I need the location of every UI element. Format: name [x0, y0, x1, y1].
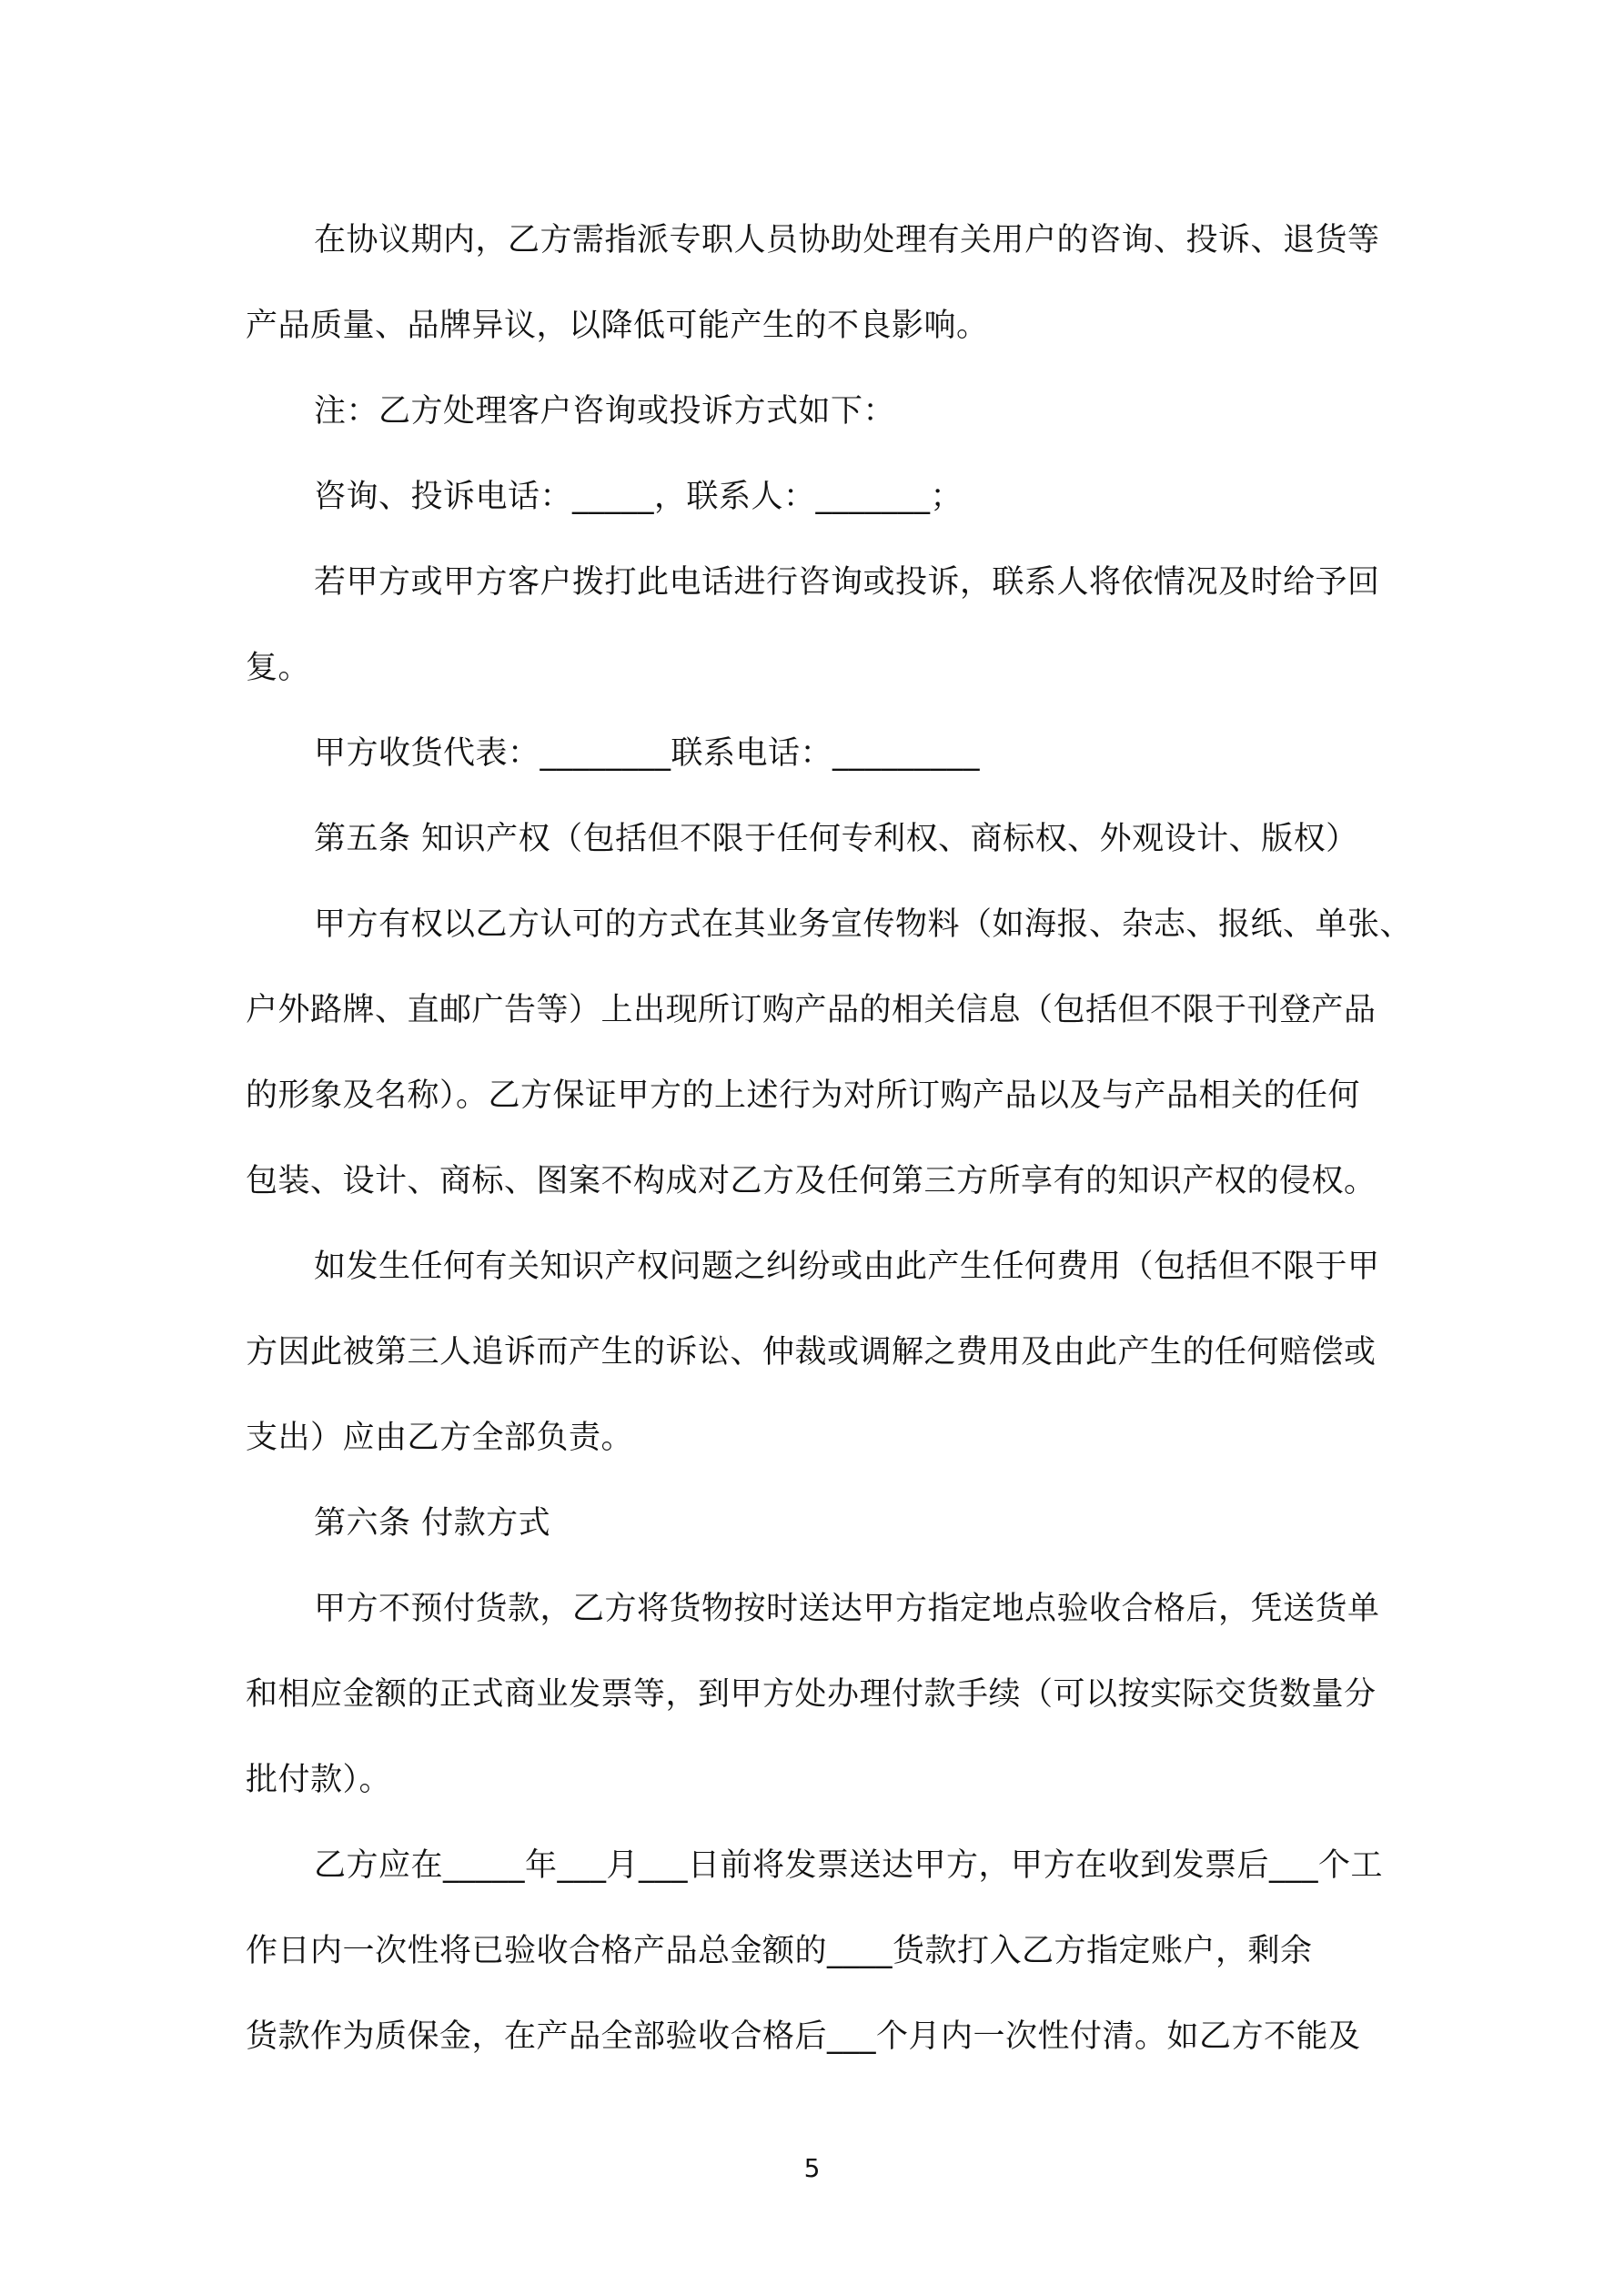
text-line: 和相应金额的正式商业发票等，到甲方处办理付款手续（可以按实际交货数量分 [246, 1676, 1377, 1713]
text-line: 注：乙方处理客户咨询或投诉方式如下： [314, 393, 896, 430]
text-line: 户外路牌、直邮广告等）上出现所订购产品的相关信息（包括但不限于刊登产品 [246, 992, 1377, 1028]
text-line: 的形象及名称）。乙方保证甲方的上述行为对所订购产品以及与产品相关的任何 [246, 1077, 1361, 1114]
text-line: 若甲方或甲方客户拨打此电话进行咨询或投诉，联系人将依情况及时给予回 [314, 564, 1380, 601]
text-line: 作日内一次性将已验收合格产品总金额的____货款打入乙方指定账户，剩余 [246, 1933, 1313, 1969]
text-line: 如发生任何有关知识产权问题之纠纷或由此产生任何费用（包括但不限于甲 [314, 1249, 1380, 1285]
text-line: 乙方应在_____年___月___日前将发票送达甲方，甲方在收到发票后___个工 [314, 1847, 1384, 1884]
text-line: 甲方有权以乙方认可的方式在其业务宣传物料（如海报、杂志、报纸、单张、 [314, 906, 1413, 943]
text-line: 批付款）。 [246, 1762, 392, 1798]
text-line: 支出）应由乙方全部负责。 [246, 1420, 634, 1456]
text-line: 货款作为质保金，在产品全部验收合格后___个月内一次性付清。如乙方不能及 [246, 2018, 1361, 2055]
text-line: 甲方不预付货款，乙方将货物按时送达甲方指定地点验收合格后，凭送货单 [314, 1591, 1380, 1627]
text-line: 产品质量、品牌异议，以降低可能产生的不良影响。 [246, 308, 989, 344]
section-heading: 第五条 知识产权（包括但不限于任何专利权、商标权、外观设计、版权） [314, 821, 1358, 857]
text-line: 在协议期内，乙方需指派专职人员协助处理有关用户的咨询、投诉、退货等 [314, 222, 1380, 258]
text-line: 甲方收货代表：________联系电话：_________ [314, 735, 981, 772]
page-number: 5 [803, 2153, 821, 2183]
text-line: 包装、设计、商标、图案不构成对乙方及任何第三方所享有的知识产权的侵权。 [246, 1163, 1377, 1199]
text-line: 咨询、投诉电话：_____，联系人：_______； [314, 479, 963, 515]
text-line: 方因此被第三人追诉而产生的诉讼、仲裁或调解之费用及由此产生的任何赔偿或 [246, 1334, 1377, 1371]
text-line: 复。 [246, 650, 311, 686]
section-heading: 第六条 付款方式 [314, 1505, 551, 1542]
